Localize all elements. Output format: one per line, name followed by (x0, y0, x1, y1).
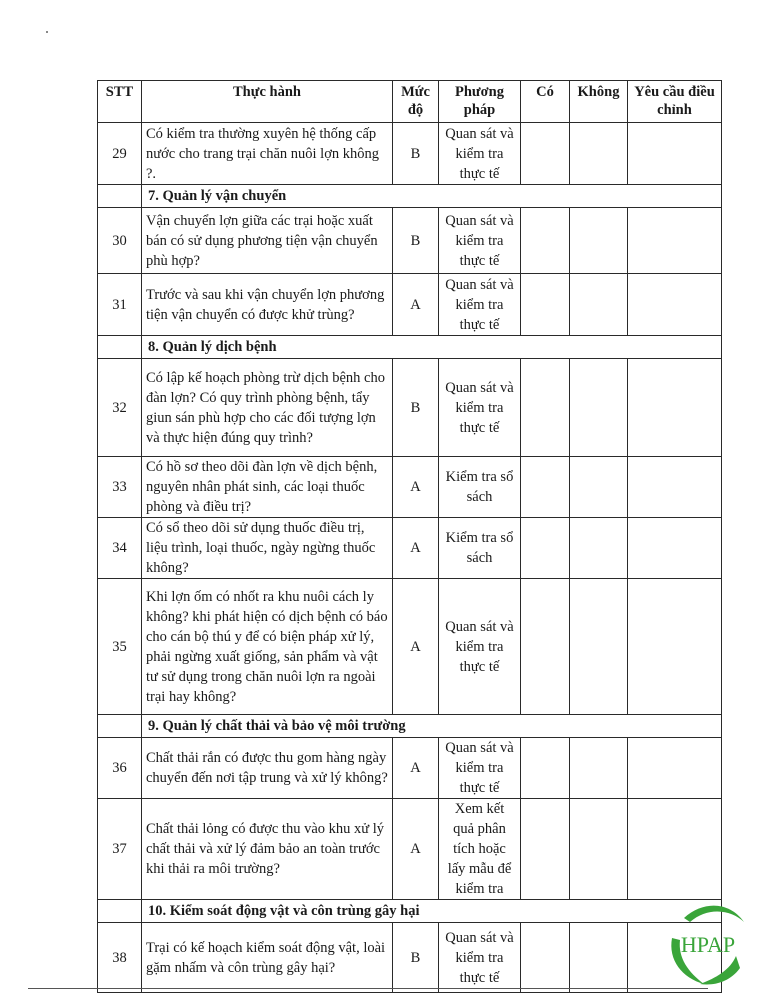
row-practice: Vận chuyển lợn giữa các trại hoặc xuất bán có sử dụng phương tiện vận chuyển phù hợp? (142, 208, 393, 274)
section-title: 10. Kiểm soát động vật và côn trùng gây hại (142, 900, 722, 923)
row-practice: Có hồ sơ theo dõi đàn lợn về dịch bệnh, nguyên nhân phát sinh, các loại thuốc phòng và điều trị? (142, 457, 393, 518)
row-practice: Chất thải rắn có được thu gom hàng ngày chuyển đến nơi tập trung và xử lý không? (142, 738, 393, 799)
row-practice: Có lập kế hoạch phòng trừ dịch bệnh cho đàn lợn? Có quy trình phòng bệnh, tẩy giun sán phù hợp cho các đối tượng lợn và thực hiện đúng quy trình? (142, 359, 393, 457)
row-level: B (393, 208, 439, 274)
row-yes-cell[interactable] (521, 359, 570, 457)
row-level: A (393, 274, 439, 336)
row-method: Quan sát và kiểm tra thực tế (439, 579, 521, 715)
row-method: Quan sát và kiểm tra thực tế (439, 923, 521, 993)
row-adjust-cell[interactable] (628, 123, 722, 185)
row-adjust-cell[interactable] (628, 518, 722, 579)
row-practice: Có sổ theo dõi sử dụng thuốc điều trị, liệu trình, loại thuốc, ngày ngừng thuốc không? (142, 518, 393, 579)
row-no-cell[interactable] (570, 738, 628, 799)
row-adjust-cell[interactable] (628, 579, 722, 715)
row-no-cell[interactable] (570, 274, 628, 336)
row-yes-cell[interactable] (521, 579, 570, 715)
row-method: Kiểm tra sổ sách (439, 518, 521, 579)
row-practice: Có kiểm tra thường xuyên hệ thống cấp nước cho trang trại chăn nuôi lợn không ?. (142, 123, 393, 185)
row-no-cell[interactable] (570, 457, 628, 518)
row-no-cell[interactable] (570, 923, 628, 993)
row-adjust-cell[interactable] (628, 457, 722, 518)
hpap-logo (664, 898, 752, 988)
row-adjust-cell[interactable] (628, 208, 722, 274)
row-no-cell[interactable] (570, 799, 628, 900)
table-row (98, 738, 722, 799)
row-method: Kiểm tra sổ sách (439, 457, 521, 518)
row-no-cell[interactable] (570, 518, 628, 579)
row-stt: 38 (98, 923, 142, 993)
row-practice: Trại có kế hoạch kiểm soát động vật, loài gặm nhấm và côn trùng gây hại? (142, 923, 393, 993)
row-level: A (393, 579, 439, 715)
header-level: Mức độ (393, 81, 439, 123)
row-yes-cell[interactable] (521, 123, 570, 185)
section-row (98, 900, 722, 923)
table-row (98, 799, 722, 900)
page-bottom-rule (28, 988, 708, 989)
row-yes-cell[interactable] (521, 518, 570, 579)
scan-speck (46, 31, 48, 33)
row-no-cell[interactable] (570, 359, 628, 457)
row-practice: Trước và sau khi vận chuyển lợn phương tiện vận chuyển có được khử trùng? (142, 274, 393, 336)
section-row (98, 336, 722, 359)
row-method: Quan sát và kiểm tra thực tế (439, 208, 521, 274)
row-adjust-cell[interactable] (628, 274, 722, 336)
header-yes: Có (521, 81, 570, 123)
row-stt: 32 (98, 359, 142, 457)
checklist-table (97, 80, 722, 993)
table-row (98, 579, 722, 715)
row-yes-cell[interactable] (521, 274, 570, 336)
row-level: B (393, 123, 439, 185)
row-stt: 29 (98, 123, 142, 185)
row-yes-cell[interactable] (521, 799, 570, 900)
row-method: Quan sát và kiểm tra thực tế (439, 359, 521, 457)
row-stt: 36 (98, 738, 142, 799)
logo-leaf-top (684, 906, 744, 922)
header-method: Phương pháp (439, 81, 521, 123)
table-row (98, 208, 722, 274)
row-stt: 37 (98, 799, 142, 900)
row-yes-cell[interactable] (521, 923, 570, 993)
section-row (98, 185, 722, 208)
row-stt: 35 (98, 579, 142, 715)
row-level: A (393, 799, 439, 900)
row-adjust-cell[interactable] (628, 359, 722, 457)
row-no-cell[interactable] (570, 579, 628, 715)
table-row (98, 923, 722, 993)
row-method: Xem kết quả phân tích hoặc lấy mẫu để kiểm tra (439, 799, 521, 900)
row-level: B (393, 359, 439, 457)
row-method: Quan sát và kiểm tra thực tế (439, 738, 521, 799)
row-level: A (393, 457, 439, 518)
table-header-row (98, 81, 722, 123)
section-title: 8. Quản lý dịch bệnh (142, 336, 722, 359)
row-method: Quan sát và kiểm tra thực tế (439, 274, 521, 336)
row-practice: Khi lợn ốm có nhốt ra khu nuôi cách ly không? khi phát hiện có dịch bệnh có báo cho cán bộ thú y để có biện pháp xử lý, phải ngừng xuất giống, sản phẩm và vật tư sử dụng trong chăn nuôi lợn ra ngoài trại hay không? (142, 579, 393, 715)
logo-leaf-bottom (700, 956, 740, 984)
row-yes-cell[interactable] (521, 457, 570, 518)
row-method: Quan sát và kiểm tra thực tế (439, 123, 521, 185)
row-no-cell[interactable] (570, 123, 628, 185)
row-yes-cell[interactable] (521, 208, 570, 274)
logo-text: HPAP (680, 932, 736, 957)
section-title: 7. Quản lý vận chuyển (142, 185, 722, 208)
row-level: A (393, 518, 439, 579)
header-no: Không (570, 81, 628, 123)
row-no-cell[interactable] (570, 208, 628, 274)
row-adjust-cell[interactable] (628, 799, 722, 900)
section-row (98, 715, 722, 738)
section-title: 9. Quản lý chất thải và bảo vệ môi trường (142, 715, 722, 738)
table-row (98, 123, 722, 185)
table-row (98, 518, 722, 579)
row-level: A (393, 738, 439, 799)
header-practice: Thực hành (142, 81, 393, 123)
row-stt: 34 (98, 518, 142, 579)
row-adjust-cell[interactable] (628, 738, 722, 799)
table-row (98, 359, 722, 457)
header-stt: STT (98, 81, 142, 123)
row-stt: 33 (98, 457, 142, 518)
header-adjust: Yêu cầu điều chỉnh (628, 81, 722, 123)
row-stt: 31 (98, 274, 142, 336)
row-practice: Chất thải lỏng có được thu vào khu xử lý chất thải và xử lý đảm bảo an toàn trước khi thải ra môi trường? (142, 799, 393, 900)
row-yes-cell[interactable] (521, 738, 570, 799)
table-row (98, 274, 722, 336)
table-row (98, 457, 722, 518)
row-stt: 30 (98, 208, 142, 274)
row-level: B (393, 923, 439, 993)
